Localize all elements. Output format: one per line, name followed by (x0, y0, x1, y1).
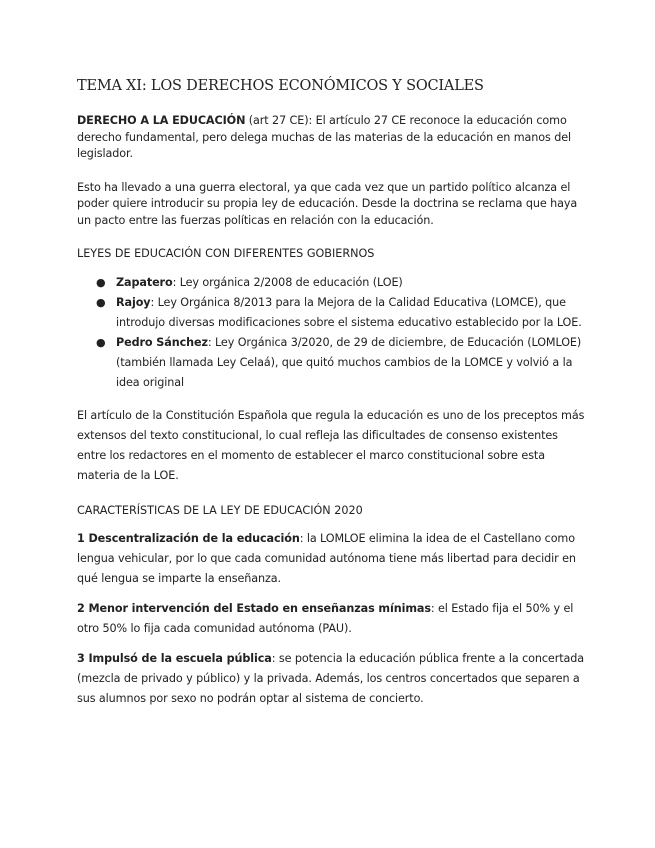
constitution-paragraph: El artículo de la Constitución Española que regula la educación es uno de los preceptos más extensos del texto constitucional, lo cual refleja las dificultades de consenso existentes entre los redactores en el momento de establecer el marco constitucional sobre esta materia de la LOE. (77, 408, 585, 482)
law-government: Pedro Sánchez (116, 335, 208, 349)
feature-text: : el Estado fija el 50% y el otro 50% lo fija cada comunidad autónoma (PAU). (77, 602, 574, 635)
feature-text: : se potencia la educación pública frente a la concertada (mezcla de privado y público) y la privada. Además, los centros concertados que separen a sus alumnos por sexo no podrán optar al sistema de concierto. (77, 652, 585, 705)
bullet-icon: ● (96, 295, 106, 309)
laws-list (77, 273, 587, 393)
intro-text: (art 27 CE): El artículo 27 CE reconoce la educación como derecho fundamental, pero delega muchas de las materias de la educación en manos del legislador. (77, 114, 572, 160)
electoral-paragraph: Esto ha llevado a una guerra electoral, ya que cada vez que un partido político alcanza el poder quiere introducir su propia ley de educación. Desde la doctrina se reclama que haya un pacto entre las fuerzas políticas en relación con la educación. (77, 180, 578, 227)
list-item (77, 293, 587, 333)
bullet-icon: ● (96, 275, 106, 289)
feature-text: : la LOMLOE elimina la idea de el Castellano como lengua vehicular, por lo que cada comunidad autónoma tiene más libertad para decidir en qué lengua se imparte la enseñanza. (77, 532, 576, 585)
law-text: : Ley Orgánica 8/2013 para la Mejora de la Calidad Educativa (LOMCE), que introdujo diversas modificaciones sobre el sistema educativo establecido por la LOE. (116, 295, 582, 329)
feature-label: 1 Descentralización de la educación (77, 532, 300, 545)
law-government: Zapatero (116, 275, 173, 289)
feature-label: 2 Menor intervención del Estado en enseñanzas mínimas (77, 602, 431, 615)
intro-label: DERECHO A LA EDUCACIÓN (77, 114, 246, 127)
law-text: : Ley orgánica 2/2008 de educación (LOE) (172, 275, 403, 289)
law-text: : Ley Orgánica 3/2020, de 29 de diciembre, de Educación (LOMLOE) (también llamada Ley Celaá), que quitó muchos cambios de la LOMCE y volvió a la idea original (116, 335, 582, 389)
document-page (77, 78, 587, 719)
feature-label: 3 Impulsó de la escuela pública (77, 652, 272, 665)
features-heading: CARACTERÍSTICAS DE LA LEY DE EDUCACIÓN 2020 (77, 503, 363, 517)
intro-paragraph (77, 113, 587, 163)
feature-paragraph (77, 529, 587, 589)
feature-paragraph (77, 649, 587, 709)
laws-heading: LEYES DE EDUCACIÓN CON DIFERENTES GOBIERNOS (77, 247, 375, 260)
feature-paragraph (77, 599, 587, 639)
law-government: Rajoy (116, 295, 151, 309)
list-item (77, 273, 587, 293)
page-title: TEMA XI: LOS DERECHOS ECONÓMICOS Y SOCIALES (77, 78, 484, 94)
list-item (77, 333, 587, 393)
bullet-icon: ● (96, 335, 106, 349)
